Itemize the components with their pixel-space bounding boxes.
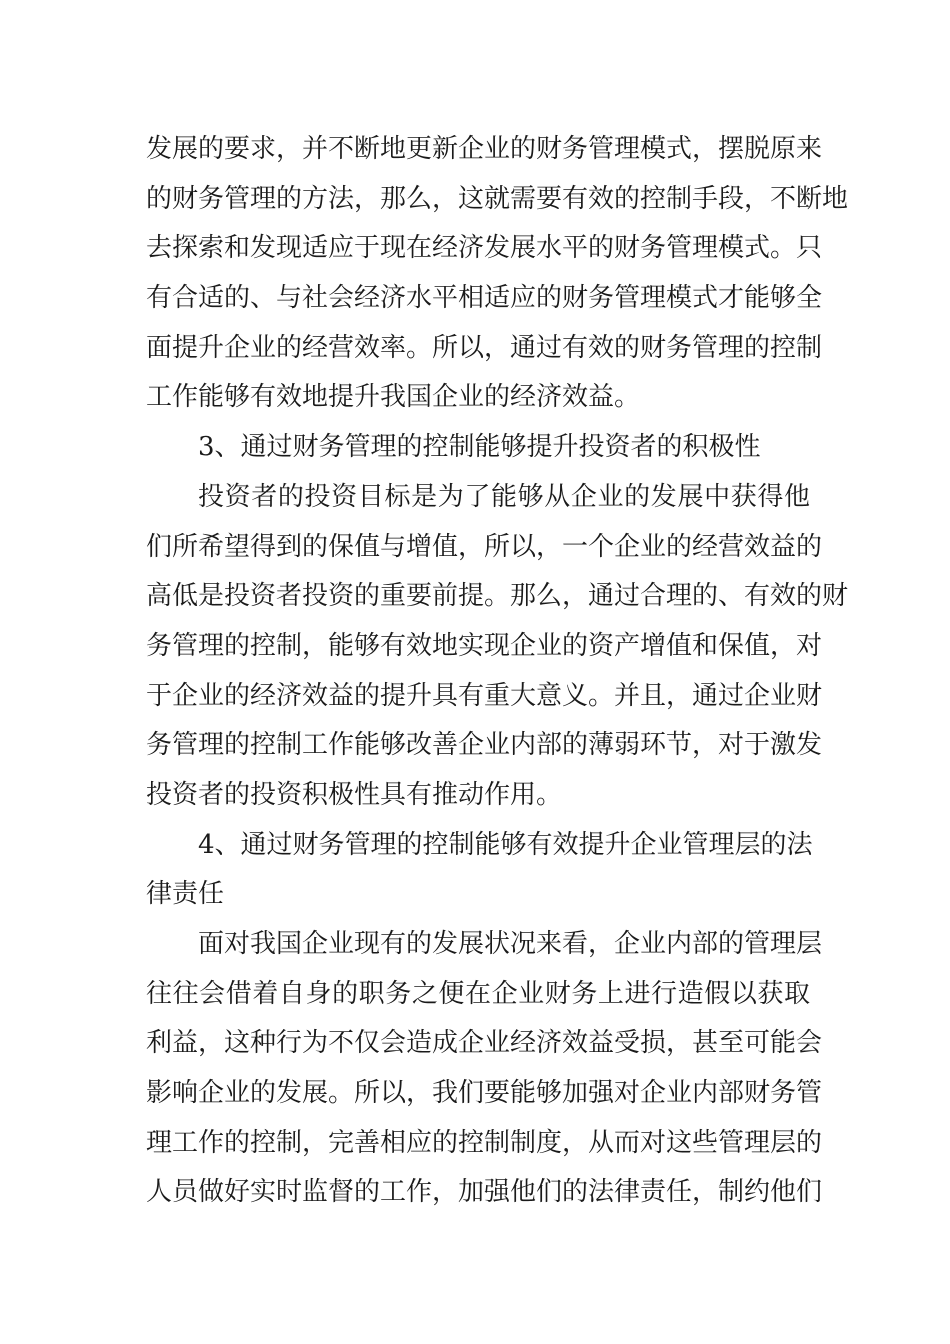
text-line: 的财务管理的方法，那么，这就需要有效的控制手段，不断地 — [146, 183, 849, 214]
text-line: 投资者的投资积极性具有推动作用。 — [146, 779, 563, 810]
text-line: 利益，这种行为不仅会造成企业经济效益受损，甚至可能会 — [146, 1028, 823, 1059]
text-line: 人员做好实时监督的工作，加强他们的法律责任，制约他们 — [146, 1177, 823, 1208]
text-line: 投资者的投资目标是为了能够从企业的发展中获得他 — [198, 481, 810, 512]
text-line: 往往会借着自身的职务之便在企业财务上进行造假以获取 — [146, 978, 810, 1009]
text-line: 们所希望得到的保值与增值，所以，一个企业的经营效益的 — [146, 531, 823, 562]
text-line: 发展的要求，并不断地更新企业的财务管理模式，摆脱原来 — [146, 134, 823, 164]
text-line: 面对我国企业现有的发展状况来看，企业内部的管理层 — [198, 929, 823, 959]
text-line: 高低是投资者投资的重要前提。那么，通过合理的、有效的财 — [146, 581, 849, 612]
section-heading-4-cont: 律责任 — [146, 879, 225, 910]
section-heading-3: 3、通过财务管理的控制能够提升投资者的积极性 — [198, 432, 761, 463]
text-line: 面提升企业的经营效率。所以，通过有效的财务管理的控制 — [146, 332, 823, 363]
document-body — [146, 125, 849, 1218]
text-line: 去探索和发现适应于现在经济发展水平的财务管理模式。只 — [146, 233, 823, 264]
text-line: 理工作的控制，完善相应的控制制度，从而对这些管理层的 — [146, 1127, 823, 1158]
text-line: 务管理的控制，能够有效地实现企业的资产增值和保值，对 — [146, 630, 823, 661]
section-heading-4: 4、通过财务管理的控制能够有效提升企业管理层的法 — [198, 829, 813, 860]
text-line: 于企业的经济效益的提升具有重大意义。并且，通过企业财 — [146, 680, 823, 711]
text-line: 影响企业的发展。所以，我们要能够加强对企业内部财务管 — [146, 1078, 823, 1109]
text-line: 有合适的、与社会经济水平相适应的财务管理模式才能够全 — [146, 283, 823, 314]
text-line: 工作能够有效地提升我国企业的经济效益。 — [146, 382, 641, 413]
text-line: 务管理的控制工作能够改善企业内部的薄弱环节，对于激发 — [146, 730, 823, 761]
